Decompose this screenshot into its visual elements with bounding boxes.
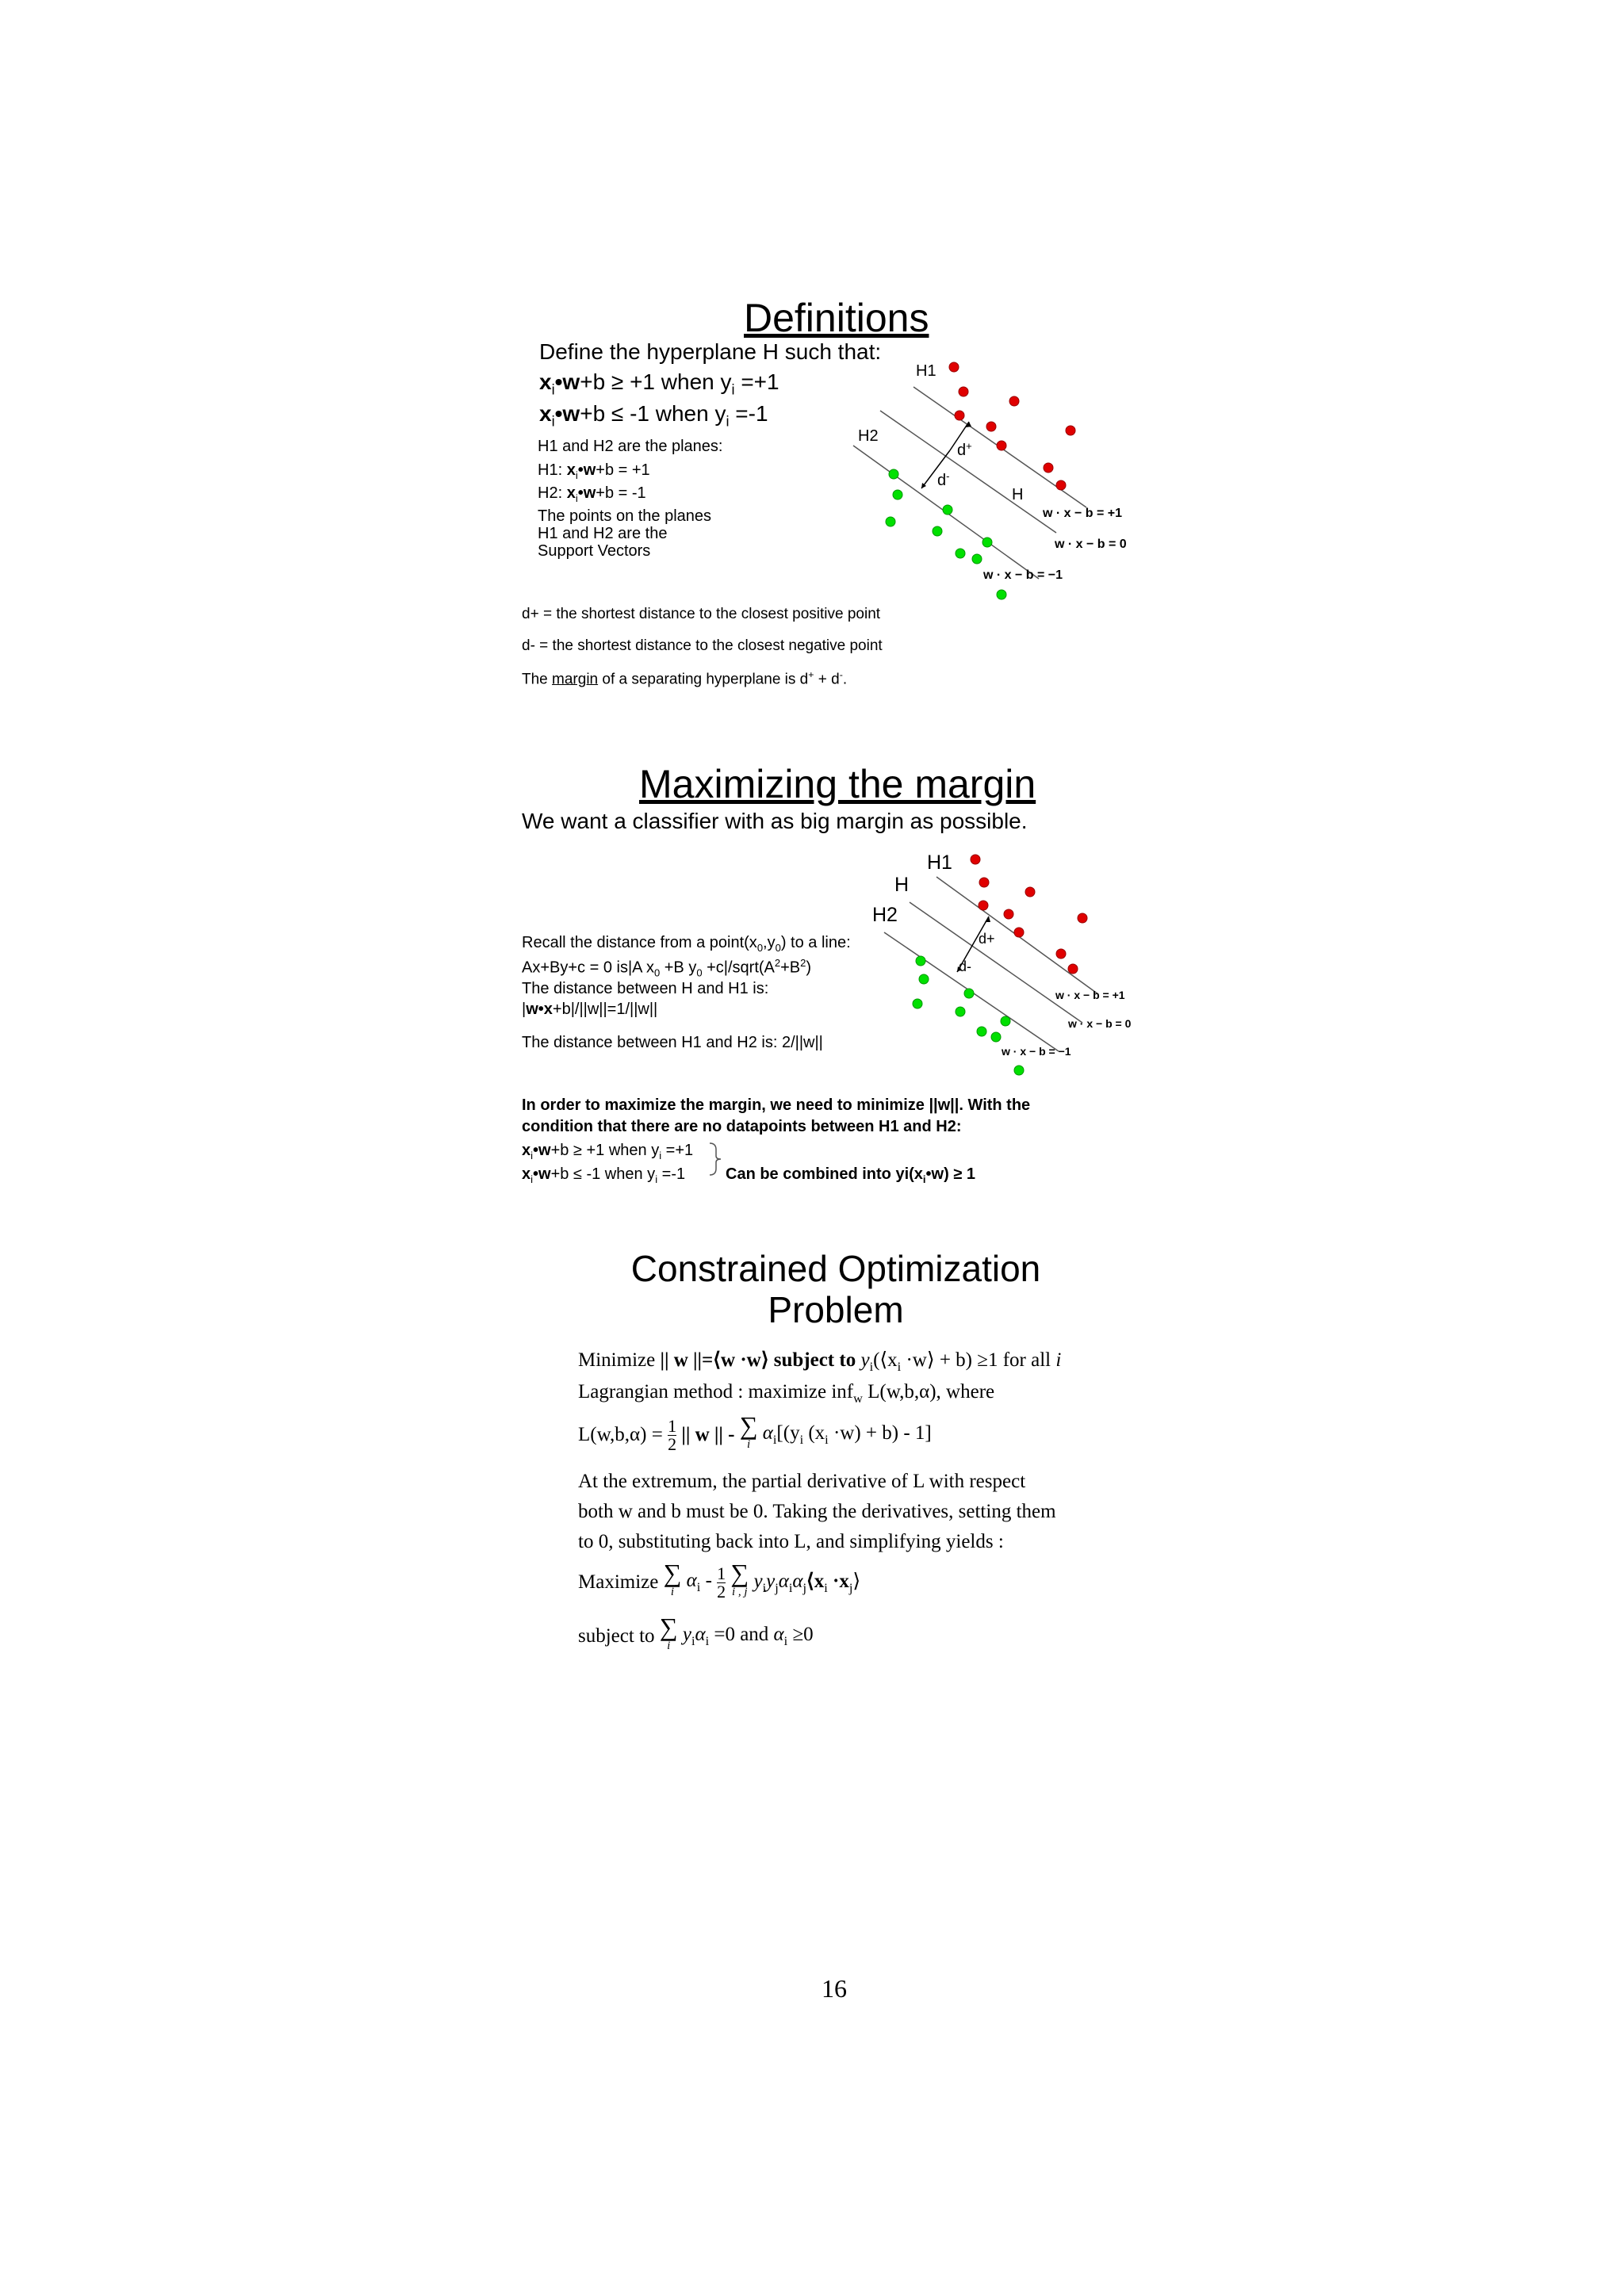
negative-point [893,490,902,499]
slide3-text-line2: both w and b must be 0. Taking the derivatives, setting them [578,1501,1056,1522]
positive-point [1056,480,1066,490]
label-dplus: d+ [979,931,995,947]
slide1-condition-positive: $x_i•w+b \ge +1$ when $y_i =+1$ [539,369,779,398]
slide2-intro: We want a classifier with as big margin as possible. [522,809,1028,833]
negative-point [997,590,1006,599]
slide2-dist-h1-h2: The distance between H1 and H2 is: 2/||w|| [522,1034,823,1051]
slide2-dist-h-h1: The distance between H and H1 is: [522,980,769,997]
slide1-dminus-definition: d- = the shortest distance to the closest negative point [522,637,883,654]
slide3-dual-constraints: subject to ∑ i $y_i\alpha_i =0$ and $\alpha_i \ge 0$ [578,1613,814,1652]
slide2-recall: Recall the distance from a $point(x_0,y_0)$ to a line: [522,934,851,954]
negative-point [889,469,898,479]
negative-point [1001,1016,1010,1026]
positive-point [959,387,968,396]
negative-point [1014,1066,1024,1075]
negative-point [886,517,895,526]
slide1-svm-diagram [848,349,1142,610]
positive-point [1025,887,1035,897]
slide3-lagrangian: L(w,b,α) = $\frac{1}{2}$ || w || - ∑ i $\alpha_i[(y_i$ $(x_i \cdot w) + b) - 1$] [578,1411,932,1454]
slide1-condition-negative: $x_i•w+b \le -1$ when $y_i =-1$ [539,401,768,430]
h-line [880,411,1056,533]
equation-minus-one: w · x − b = −1 [983,568,1063,582]
negative-point [916,956,925,966]
negative-point [964,989,974,998]
label-h2: H2 [872,904,898,926]
slide1-margin-definition: The margin of a separating hyperplane is d+ + d-. [522,669,848,688]
positive-point [979,901,988,910]
label-dminus: d- [959,959,972,974]
positive-point [971,855,980,864]
slide1-h2-equation: H2: $x_i•w+b = -1$ [538,484,646,504]
negative-point [991,1032,1001,1042]
slide1-sv-line1: The points on the planes [538,507,712,525]
equation-minus-one: w · x − b = −1 [1002,1045,1071,1058]
equation-plus-one: w · x − b = +1 [1043,507,1123,520]
slide1-dplus-definition: d+ = the shortest distance to the closest positive point [522,606,881,622]
positive-point [955,411,964,420]
negative-point [956,549,965,558]
slide2-svm-diagram [868,847,1150,1085]
positive-point [1004,909,1013,919]
slide3-lagrangian-method: Lagrangian method : maximize inf$_w$ L(w,b,α), where [578,1381,995,1406]
negative-point [977,1027,986,1036]
negative-point [972,554,982,564]
slide1-planes-intro: H1 and H2 are the planes: [538,438,723,455]
slide1-title: Definitions [744,296,929,340]
slide3-objective: Minimize || w ||=⟨w ·w⟩ subject to $y_i(⟨x_i$ ·w⟩ + b) ≥1 for all i [578,1349,1062,1374]
label-h: H [1012,486,1024,503]
label-dplus: d+ [957,440,972,459]
slide3-dual-objective: Maximize ∑ i $\alpha_i$ - $\frac{1}{2}$ ∑ i , j $y_iy_j\alpha_i\alpha_j⟨x_i$ $\cdot x_j⟩$ [578,1559,861,1601]
slide2-bold-line1: In order to maximize the margin, we need to minimize ||w||. With the [522,1096,1031,1114]
page-number: 16 [822,1974,847,2003]
slide1-h1-equation: H1: $x_i•w+b = +1$ [538,461,650,481]
label-h: H [894,874,910,896]
slide3-text-line3: to 0, substituting back into L, and simplifying yields : [578,1531,1004,1552]
slide3-text-line1: At the extremum, the partial derivative of L with respect [578,1471,1026,1492]
negative-point [943,505,952,515]
equation-zero: w · x − b = 0 [1068,1017,1132,1030]
arrowhead-top [985,916,990,922]
slide2-line-distance-formula: Ax+By+c = 0 is|A $x_0 +B$ $y_0$ $+c|/sqrt(A^2+B^2)$ [522,957,812,979]
slide1-intro: Define the hyperplane H such that: [539,339,882,364]
positive-point [979,878,989,887]
slide3-title [598,1248,1074,1330]
label-h1: H1 [916,362,936,380]
positive-point [949,362,959,372]
slide2-combined-constraint: Can be combined into $yi(x_i•w) \ge 1$ [726,1165,975,1185]
positive-point [997,441,1006,450]
negative-point [919,974,929,984]
slide1-sv-line3: Support Vectors [538,542,651,560]
positive-point [1056,949,1066,959]
slide1-sv-line2: H1 and H2 are the [538,525,668,542]
label-h1: H1 [927,851,952,874]
slide2-constraint-positive: $x_i•w+b \ge +1$ when $y_i =+1$ [522,1142,694,1161]
positive-point [1014,928,1024,937]
slide3-title-line1: Constrained Optimization [630,1248,1041,1289]
slide3-title-line2: Problem [768,1289,904,1330]
slide2-dist-formula: |w•x+b|/||w||=1/||w|| [522,1001,658,1018]
negative-point [933,526,942,536]
slide2-bold-line2: condition that there are no datapoints between H1 and H2: [522,1118,962,1135]
slide2-title: Maximizing the margin [639,762,1036,806]
label-dminus: d- [937,470,950,489]
brace-icon [708,1142,727,1177]
positive-point [1009,396,1019,406]
positive-point [1066,426,1075,435]
negative-point [982,538,992,547]
equation-zero: w · x − b = 0 [1055,538,1127,551]
equation-plus-one: w · x − b = +1 [1055,989,1125,1001]
label-h2: H2 [858,427,879,445]
positive-point [1078,913,1087,923]
positive-point [1068,964,1078,974]
positive-point [986,422,996,431]
negative-point [913,999,922,1008]
positive-point [1044,463,1053,473]
negative-point [956,1007,965,1016]
slide2-constraint-negative: $x_i•w+b \le -1$ when $y_i =-1$ [522,1165,686,1185]
